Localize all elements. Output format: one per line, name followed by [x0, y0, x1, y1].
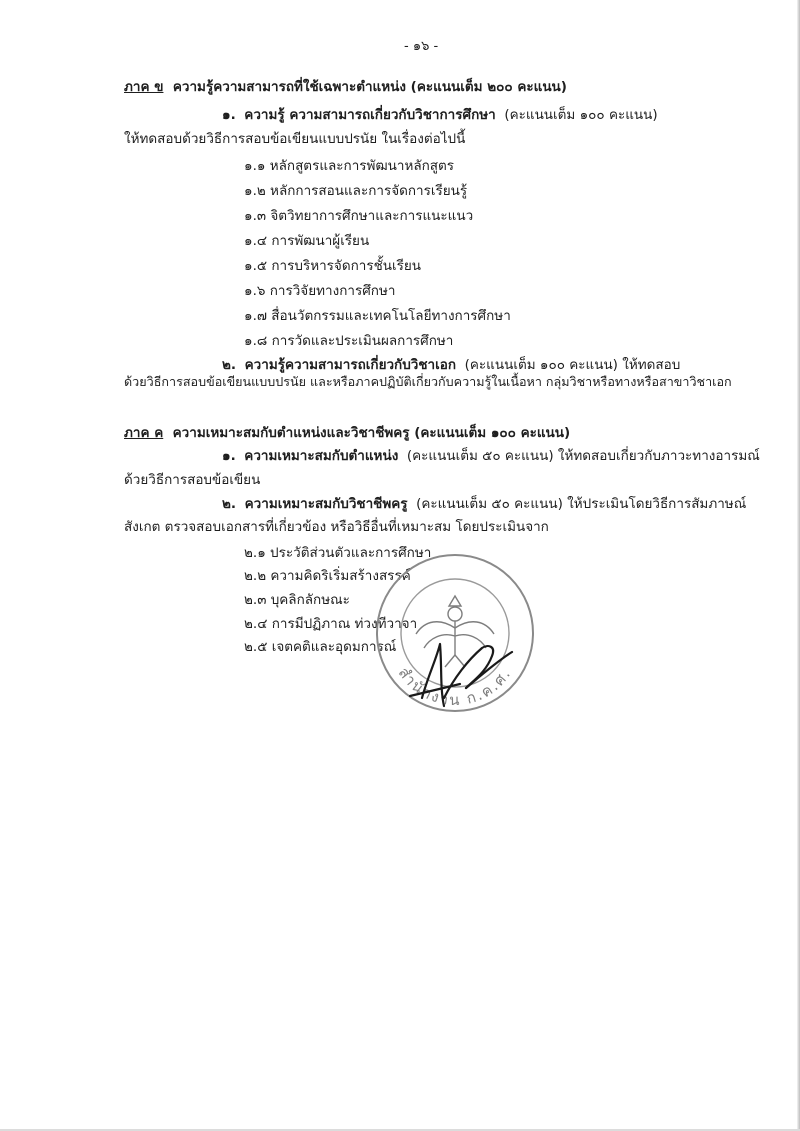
section-c-item1-title: ความเหมาะสมกับตำแหน่ง: [244, 448, 399, 464]
list-item: ๑.๔ การพัฒนาผู้เรียน: [244, 233, 370, 249]
section-c-item1-number: ๑.: [222, 448, 236, 464]
section-b-item1-number: ๑.: [222, 107, 236, 123]
section-c-heading: [124, 423, 570, 443]
list-item: ๑.๖ การวิจัยทางการศึกษา: [244, 283, 396, 299]
list-item: ๑.๒ หลักการสอนและการจัดการเรียนรู้: [244, 183, 468, 199]
section-b-item1-title: ความรู้ ความสามารถเกี่ยวกับวิชาการศึกษา: [244, 107, 496, 123]
section-b-item1-score: (คะแนนเต็ม ๑๐๐ คะแนน): [504, 107, 658, 123]
section-c-item2-continuation: สังเกต ตรวจสอบเอกสารที่เกี่ยวข้อง หรือวิธีอื่นที่เหมาะสม โดยประเมินจาก: [124, 519, 549, 535]
section-b-item2-rest: (คะแนนเต็ม ๑๐๐ คะแนน) ให้ทดสอบ: [464, 357, 681, 373]
seal-text: สำนักงาน ก.ค.ศ.: [394, 663, 515, 710]
section-b-heading: [124, 77, 567, 97]
list-item: ๒.๔ การมีปฏิภาณ ท่วงทีวาจา: [244, 616, 418, 632]
section-c-item1-heading: [222, 446, 760, 466]
list-item: ๑.๓ จิตวิทยาการศึกษาและการแนะแนว: [244, 208, 474, 224]
section-b-item1-heading: [222, 105, 658, 125]
list-item: ๑.๗ สื่อนวัตกรรมและเทคโนโลยีทางการศึกษา: [244, 308, 511, 324]
section-c-item2-title: ความเหมาะสมกับวิชาชีพครู: [244, 496, 408, 512]
garuda-emblem: [416, 596, 494, 667]
list-item: ๒.๒ ความคิดริเริ่มสร้างสรรค์: [244, 568, 411, 584]
section-b-item2-number: ๒.: [222, 357, 237, 373]
list-item: ๑.๘ การวัดและประเมินผลการศึกษา: [244, 333, 454, 349]
section-b-item2-title: ความรู้ความสามารถเกี่ยวกับวิชาเอก: [244, 357, 457, 373]
official-seal: [370, 548, 540, 718]
section-c-item1-continuation: ด้วยวิธีการสอบข้อเขียน: [124, 472, 261, 488]
section-b-title: ความรู้ความสามารถที่ใช้เฉพาะตำแหน่ง (คะแนนเต็ม ๒๐๐ คะแนน): [172, 79, 567, 95]
section-c-label: ภาค ค: [124, 425, 164, 441]
section-b-label: ภาค ข: [124, 79, 164, 95]
list-item: ๑.๑ หลักสูตรและการพัฒนาหลักสูตร: [244, 158, 455, 174]
section-c-item1-rest: (คะแนนเต็ม ๕๐ คะแนน) ให้ทดสอบเกี่ยวกับภาวะทางอารมณ์: [406, 448, 760, 464]
section-b-item1-intro: ให้ทดสอบด้วยวิธีการสอบข้อเขียนแบบปรนัย ในเรื่องต่อไปนี้: [124, 131, 466, 147]
section-c-item2-heading: [222, 494, 746, 514]
section-c-title: ความเหมาะสมกับตำแหน่งและวิชาชีพครู (คะแนนเต็ม ๑๐๐ คะแนน): [172, 425, 571, 441]
list-item: ๒.๕ เจตคติและอุดมการณ์: [244, 639, 397, 655]
list-item: ๒.๓ บุคลิกลักษณะ: [244, 592, 350, 608]
page-number: - ๑๖ -: [404, 39, 439, 54]
section-b-item2-continuation: ด้วยวิธีการสอบข้อเขียนแบบปรนัย และหรือภาคปฏิบัติเกี่ยวกับความรู้ในเนื้อหา กลุ่มวิชาหรือทางหรือสาขาวิชาเอก: [124, 374, 732, 389]
list-item: ๒.๑ ประวัติส่วนตัวและการศึกษา: [244, 545, 432, 561]
section-c-item2-rest: (คะแนนเต็ม ๕๐ คะแนน) ให้ประเมินโดยวิธีการสัมภาษณ์: [416, 496, 747, 512]
list-item: ๑.๕ การบริหารจัดการชั้นเรียน: [244, 258, 422, 274]
section-c-item2-number: ๒.: [222, 496, 237, 512]
